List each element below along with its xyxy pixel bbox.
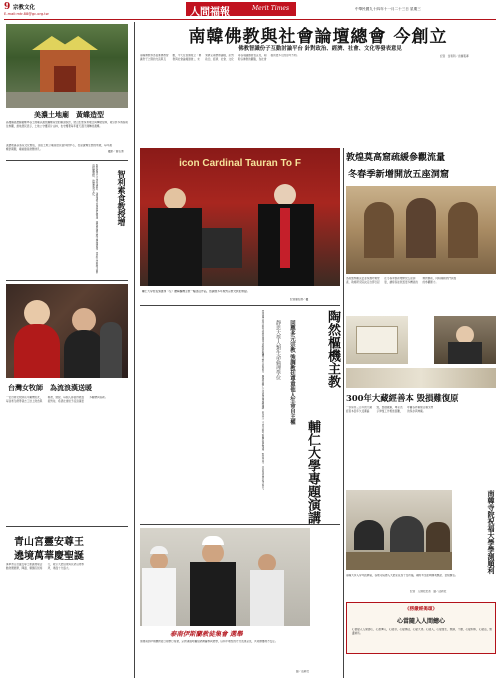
scripture-photo-1 xyxy=(346,316,408,364)
page-number: 9 xyxy=(4,2,11,12)
lead-photo-credit: 記者簡名道／攝 xyxy=(290,298,309,301)
dunhuang-body: 為疏緩參觀流量並保護珍貴壁畫，敦煌研究院決定自即日起在冬春季節新增開放五座洞窟，讓遊客能欣賞更多精美的佛教藝術，同時減輕熱門洞窟的參觀壓力。 xyxy=(346,277,457,284)
email: E-mail:mtr.88@gc.org.tw xyxy=(4,12,49,16)
qingshan-title-2: 遶境萬華慶聖誕 xyxy=(14,551,84,562)
scripture-title: 300年大藏經善本 毀損難復原 xyxy=(346,393,459,403)
scripture-body: 一部保存三百年的大藏經善本因年久受潮蟲蛀，毀損嚴重，專家表示修復工作相當困難，呼籲各界重視古籍文物的保存與典藏。 xyxy=(346,406,434,413)
dunhuang-headline: 敦煌莫高窟疏緩參觀流量 xyxy=(346,153,446,163)
korea-temple-credit: 記者 人間社記者 圖／法新社 xyxy=(410,590,447,593)
temple-body: 高雄縣美濃鎮黃蝶翠谷土地廟以黃色蝴蝶造型的屋頂設計，結合生態保育理念與傳統信仰，吸引許多遊客前往參觀，當地居民表示，土地公守護這片山林，也守護著每年夏天漫天飛舞的黃蝶。 xyxy=(6,121,128,128)
muslim-photo xyxy=(140,528,310,626)
masthead-en: Merit Times xyxy=(252,5,290,12)
qingshan-title-1: 青山宮靈安尊王 xyxy=(14,537,84,548)
lead-body: 南韓佛教界為促進佛教智識份子之間的交流與互動，今天在首爾成立「佛教與社會論壇總會」，未來將定期舉辦論壇，針對政治、經濟、社會、文化等各項議題發表意見，期盼以佛教的觀點，為社會提供更多元的思考方向。 xyxy=(140,54,300,61)
korea-temple-body: 南韓大學入學考試將屆，各地寺院湧入大批家長為子女祈福，期盼考生能夠順利應試、金榜題名。 xyxy=(346,574,458,577)
tauran-sub-2: 靜思大學人類生命倫理學位 xyxy=(275,320,281,380)
masthead xyxy=(186,2,296,16)
scripture-photo-3 xyxy=(346,368,496,388)
chile-title: 智利素食教授增 xyxy=(117,170,127,226)
muslim-credit: 圖／法新社 xyxy=(296,670,309,673)
tauran-sub-1: 回應多元宗教 強調教廷尊重他人生命自主權 xyxy=(289,320,295,425)
temple-credit: 攝影／簡名道 xyxy=(108,150,124,153)
temple-photo xyxy=(6,24,128,108)
sutra-subtitle: 心當隨入人間總心 xyxy=(396,618,445,625)
tauran-body: 梵蒂岡宗座宗教交談委員會主席陶然樞機主教日前訪台，應邀在輔仁大學發表專題演講，他表示，不同宗教之間應彼此尊重、對話合作，共同為世界和平努力。 xyxy=(261,310,264,492)
issue-date: 中華民國九十四年十一月二十三日 星期三 xyxy=(355,7,421,11)
lead-photo-caption: 輔仁大學校長黎建球（左）贈陶樞機主教一幅書法作品，感謝他多年來對宗教交談的貢獻。 xyxy=(142,290,250,293)
page-header xyxy=(0,0,500,20)
tauran-headline-2: 輔仁大學專題演講 xyxy=(305,420,320,524)
dunhuang-photo xyxy=(346,186,496,274)
muslim-body: 泰國南部伊斯蘭教徒日前舉行集會，宗教領袖呼籲信眾踴躍參與選舉，以和平理性的方式表達意見，共同維護地方安定。 xyxy=(140,640,278,643)
sutra-title: 《楞嚴經偈頌》 xyxy=(404,607,438,612)
lead-photo xyxy=(140,148,340,286)
dunhuang-subhead: 冬春季新增開放五座洞窟 xyxy=(348,169,450,180)
header-rule xyxy=(4,19,496,20)
photo-banner: icon Cardinal Tauran To F xyxy=(179,158,301,169)
korea-temple-photo xyxy=(346,490,452,570)
chile-body: 智利素食人口逐年增加，越來越多民眾基於健康、環保與護生理念選擇素食，當地大學教授也開設相關課程，推廣素食文化。 xyxy=(91,164,98,274)
lead-headline: 南韓佛教與社會論壇總會 今創立 xyxy=(188,27,448,47)
pastor-photo xyxy=(6,284,128,378)
qingshan-body: 萬華青山宮靈安尊王聖誕遶境活動熱鬧展開，陣頭、藝閣沿街遊行，吸引大批信眾與民眾沿途參拜，場面十分盛大。 xyxy=(6,563,84,570)
muslim-caption: 泰南伊斯蘭教徒集會 選舉 xyxy=(170,630,243,638)
pastor-body: 一位台灣女牧師長年關懷街友，每到寒冬便帶領志工送上熱食與棉被，她說，每個人都值得被溫柔對待，希望社會給予流浪漢更多關懷與協助。 xyxy=(6,396,108,403)
scripture-photo-2 xyxy=(434,316,496,364)
lead-subhead: 佛教智識份子互動討論平台 針對政治、經濟、社會、文化等發表意見 xyxy=(238,46,402,52)
lead-byline: 記者 金宥利／首爾報導 xyxy=(440,55,469,58)
sutra-box xyxy=(346,602,496,654)
korea-temple-title: 南韓寺院祝福大學學測順利 xyxy=(487,490,496,574)
tauran-headline-1: 陶然樞機主教 xyxy=(325,310,340,388)
pastor-title: 台灣女牧師 為流浪漢送暖 xyxy=(8,383,92,392)
temple-body-2: 美濃地區以客家文化聞名，這座土地公廟是居民信仰的中心，也是黃蝶生態的象徵，每年黃蝶祭期間，廟前總是熱鬧非凡。 xyxy=(6,144,112,151)
sutra-body: 心當隨入人間總心，心當傳入，心隨身，心隨佛法，心隨大眾。心隨入，心隨當生，無緣，不動，心隨如如，心隨法，無邊處所。 xyxy=(352,628,492,635)
masthead-title: 人間福報 xyxy=(190,7,230,16)
section-label: 宗教文化 xyxy=(13,5,36,11)
temple-title: 美濃土地廟 黃蝶造型 xyxy=(34,110,104,119)
